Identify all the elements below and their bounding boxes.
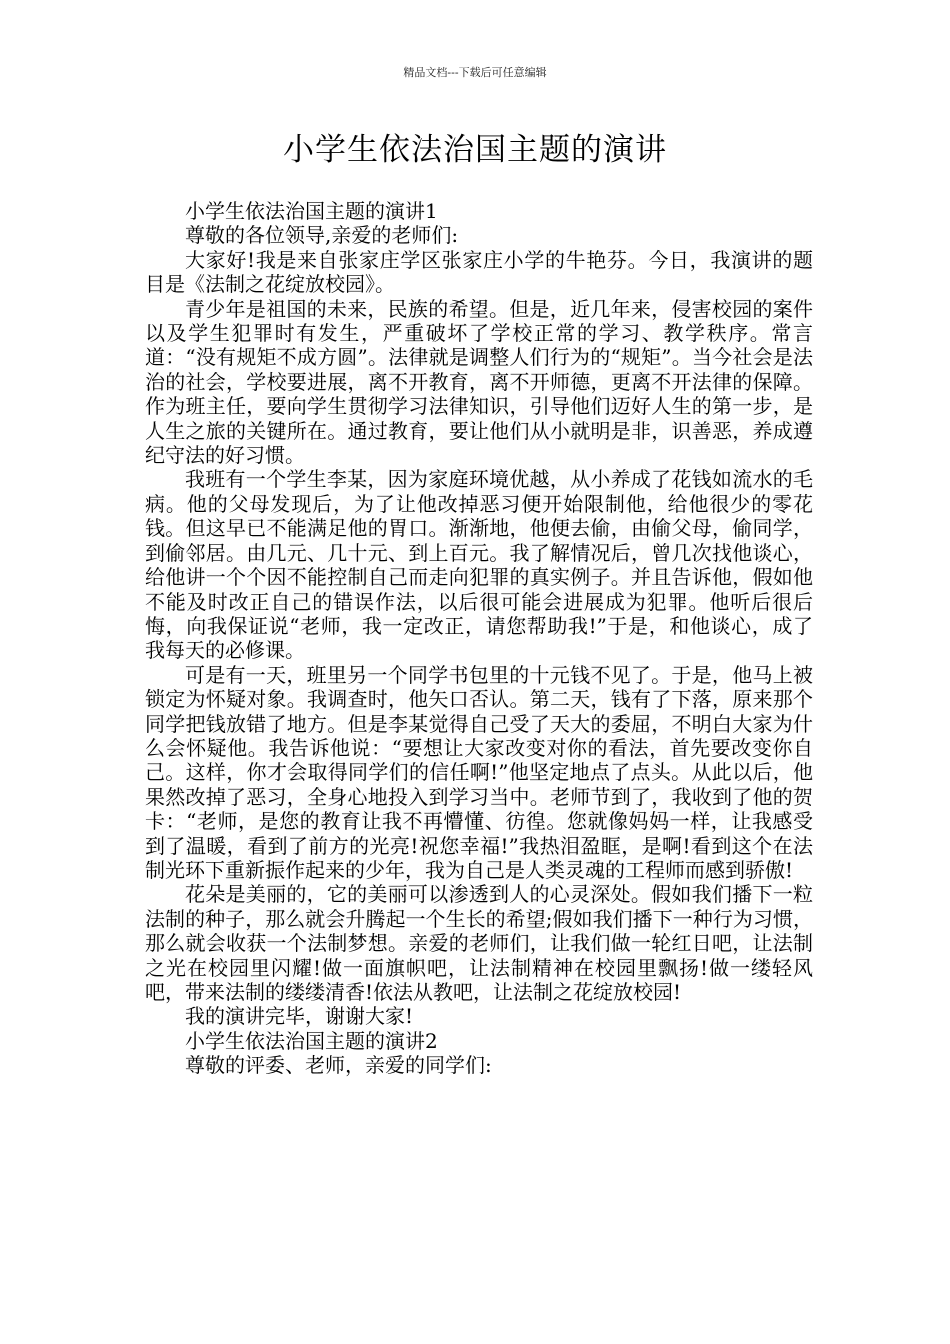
body-paragraph: 青少年是祖国的未来，民族的希望。但是，近几年来，侵害校园的案件以及学生犯罪时有发生，严重破坏了学校正常的学习、教学秩序。常言道：“没有规矩不成方圆”。法律就是调整人们行为的“规矩”。当今社会是法治的社会，学校要进展，离不开教育，离不开师德，更离不开法律的保障。作为班主任，要向学生贯彻学习法律知识，引导他们迈好人生的第一步，是人生之旅的关键所在。通过教育，要让他们从小就明是非，识善恶，养成遵纪守法的好习惯。 [145,296,813,468]
body-paragraph: 花朵是美丽的，它的美丽可以渗透到人的心灵深处。假如我们播下一粒法制的种子，那么就会升腾起一个生长的希望;假如我们播下一种行为习惯，那么就会收获一个法制梦想。亲爱的老师们，让我们做一轮红日吧，让法制之光在校园里闪耀!做一面旗帜吧，让法制精神在校园里飘扬!做一缕轻风吧，带来法制的缕缕清香!依法从教吧，让法制之花绽放校园! [145,882,813,1004]
intro-paragraph: 大家好!我是来自张家庄学区张家庄小学的牛艳芬。今日，我演讲的题目是《法制之花绽放校园》。 [145,247,813,297]
document-title: 小学生依法治国主题的演讲 [283,132,667,168]
closing-paragraph: 我的演讲完毕，谢谢大家! [185,1004,414,1029]
header-watermark: 精品文档---下载后可任意编辑 [403,66,547,79]
speech-1-heading: 小学生依法治国主题的演讲1 [185,199,438,223]
speech-2-heading: 小学生依法治国主题的演讲2 [185,1028,438,1053]
salutation-paragraph: 尊敬的各位领导,亲爱的老师们: [185,223,459,248]
body-paragraph: 可是有一天，班里另一个同学书包里的十元钱不见了。于是，他马上被锁定为怀疑对象。我调查时，他矢口否认。第二天，钱有了下落，原来那个同学把钱放错了地方。但是李某觉得自己受了天大的委屈，不明白大家为什么会怀疑他。我告诉他说：“要想让大家改变对你的看法，首先要改变你自己。这样，你才会取得同学们的信任啊!”他坚定地点了点头。从此以后，他果然改掉了恶习，全身心地投入到学习当中。老师节到了，我收到了他的贺卡：“老师，是您的教育让我不再懵懂、彷徨。您就像妈妈一样，让我感受到了温暖，看到了前方的光亮!祝您幸福!”我热泪盈眶，是啊!看到这个在法制光环下重新振作起来的少年，我为自己是人类灵魂的工程师而感到骄傲! [145,662,813,882]
salutation-paragraph: 尊敬的评委、老师，亲爱的同学们: [185,1053,492,1078]
document-body [145,199,813,1078]
body-paragraph: 我班有一个学生李某，因为家庭环境优越，从小养成了花钱如流水的毛病。他的父母发现后，为了让他改掉恶习便开始限制他，给他很少的零花钱。但这早已不能满足他的胃口。渐渐地，他便去偷，由偷父母，偷同学，到偷邻居。由几元、几十元、到上百元。我了解情况后，曾几次找他谈心，给他讲一个个因不能控制自己而走向犯罪的真实例子。并且告诉他，假如他不能及时改正自己的错误作法，以后很可能会进展成为犯罪。他听后很后悔，向我保证说“老师，我一定改正，请您帮助我!”于是，和他谈心，成了我每天的必修课。 [145,467,813,663]
